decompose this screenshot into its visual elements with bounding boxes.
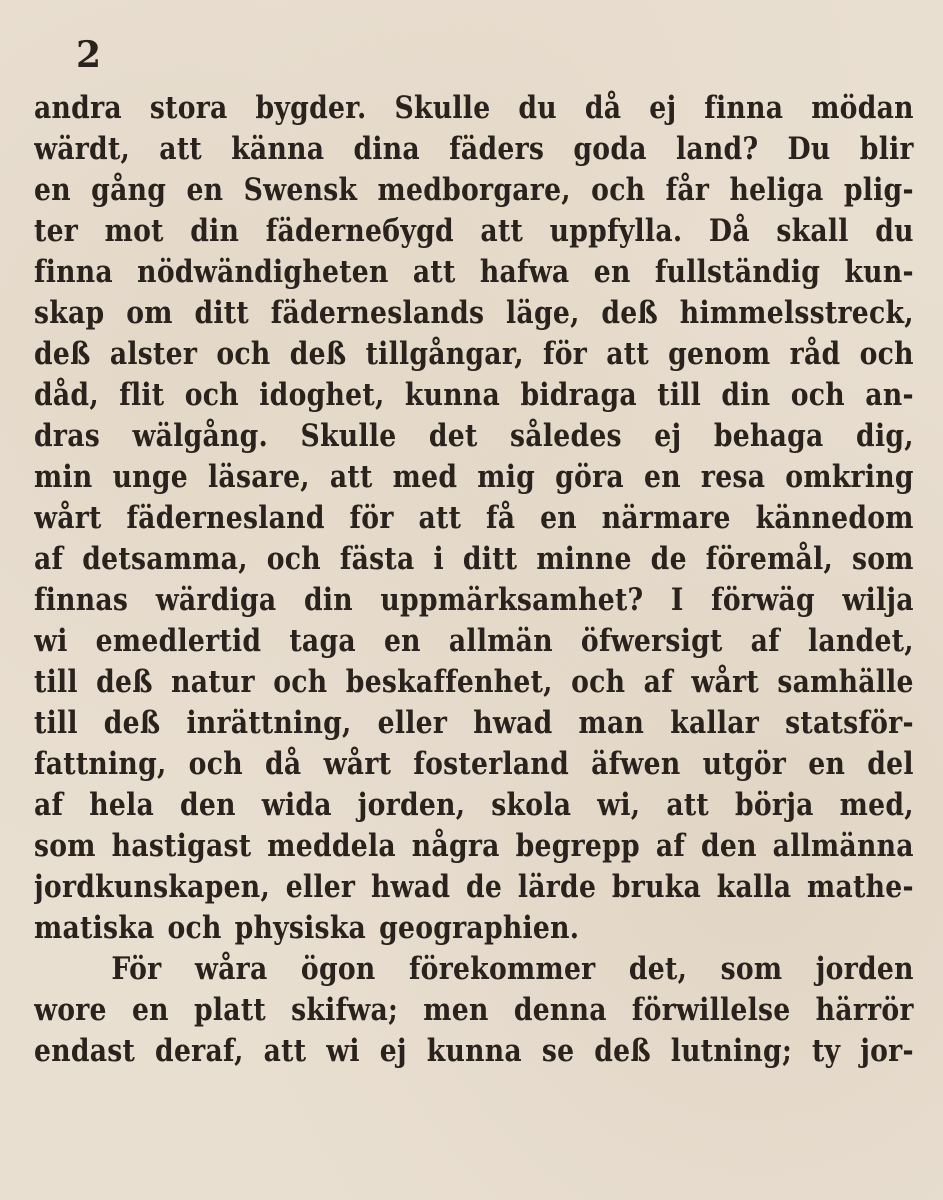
text-line: wi emedlertid taga en allmän öfwersigt af landet, <box>34 623 914 659</box>
text-line: till deß inrättning, eller hwad man kallar statsför- <box>34 705 914 741</box>
text-line: finnas wärdiga din uppmärksamhet? I förwäg wilja <box>34 582 914 618</box>
text-line: af hela den wida jorden, skola wi, att börja med, <box>34 787 914 823</box>
text-line: ter mot din fäderneбygd att uppfylla. Då skall du <box>34 213 914 249</box>
body-text <box>34 88 914 1072</box>
text-line: min unge läsare, att med mig göra en resa omkring <box>34 459 914 495</box>
text-line: dras wälgång. Skulle det således ej behaga dig, <box>34 418 914 454</box>
text-line: finna nödwändigheten att hafwa en fullständig kun- <box>34 254 914 290</box>
text-line: till deß natur och beskaffenhet, och af wårt samhälle <box>34 664 914 700</box>
page-number: 2 <box>76 34 102 76</box>
text-line: deß alster och deß tillgångar, för att genom råd och <box>34 336 914 372</box>
text-line: jordkunskapen, eller hwad de lärde bruka kalla mathe- <box>34 869 914 905</box>
text-line: fattning, och då wårt fosterland äfwen utgör en del <box>34 746 914 782</box>
text-line: skap om ditt fäderneslands läge, deß himmelsstreck, <box>34 295 914 331</box>
text-line: dåd, flit och idoghet, kunna bidraga till din och an- <box>34 377 914 413</box>
text-line: andra stora bygder. Skulle du då ej finna mödan <box>34 90 914 126</box>
text-line: wårt fäderneslаnd för att få en närmare kännedom <box>34 500 914 536</box>
text-line: en gång en Swensk medborgare, och får heliga plig- <box>34 172 914 208</box>
paragraph-end-line: matiska och physiska geographien. <box>34 910 580 946</box>
paragraph-start-line: För wåra ögon förekommer det, som jorden <box>111 951 914 987</box>
text-line: af detsamma, och fästa i ditt minne de föremål, som <box>34 541 914 577</box>
text-line: wärdt, att känna dina fäders goda land? Du blir <box>34 131 914 167</box>
text-line: endast deraf, att wi ej kunna se deß lutning; ty jor- <box>34 1033 914 1069</box>
text-line: wore en platt skifwa; men denna förwillelse härrör <box>34 992 914 1028</box>
text-line: som hastigast meddela några begrepp af den allmänna <box>34 828 914 864</box>
